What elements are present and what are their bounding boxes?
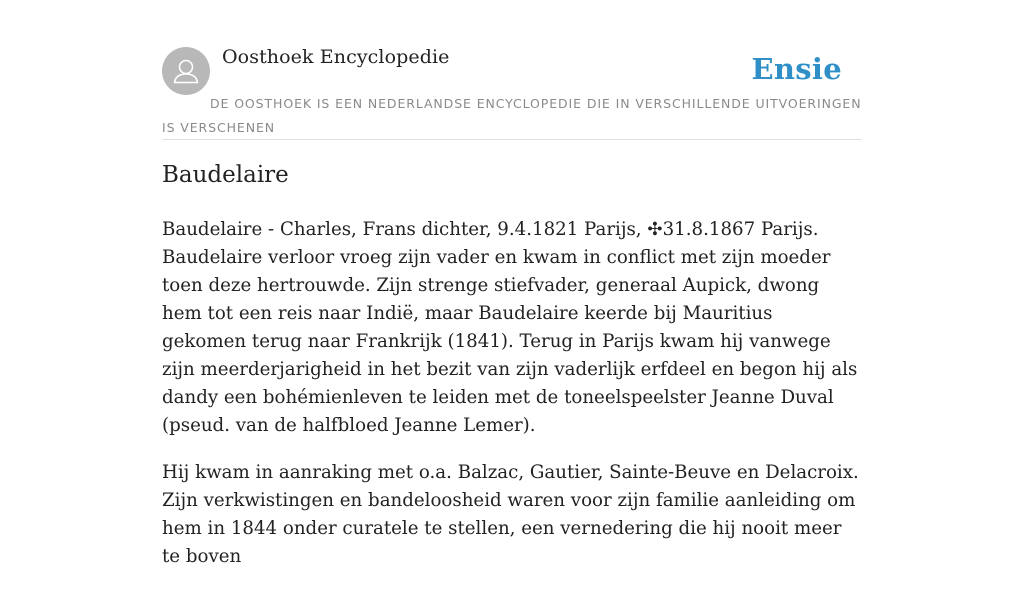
site-name[interactable]: Oosthoek Encyclopedie [222,46,450,68]
avatar[interactable] [162,47,210,95]
article-paragraph: Baudelaire - Charles, Frans dichter, 9.4.1821 Parijs, ✣31.8.1867 Parijs. Baudelaire verloor vroeg zijn vader en kwam in conflict met zijn moeder toen deze hertrouwde. Zijn strenge stiefvader, generaal Aupick, dwong hem tot een reis naar Indië, maar Baudelaire keerde bij Mauritius gekomen terug naar Frankrijk (1841). Terug in Parijs kwam hij vanwege zijn meerderjarigheid in het bezit van zijn vaderlijk erfdeel en begon hij als dandy een bohémienleven te leiden met de toneelspeelster Jeanne Duval (pseud. van de halfbloed Jeanne Lemer). [162,219,858,436]
content-container [162,0,862,567]
site-header [162,0,862,140]
article-title: Baudelaire [162,162,289,188]
article-paragraph: Hij kwam in aanraking met o.a. Balzac, Gautier, Sainte-Beuve en Delacroix. Zijn verkwistingen en bandeloosheid waren voor zijn familie aanleiding om hem in 1844 onder curatele te stellen, een vernedering die hij nooit meer te boven [162,462,859,567]
site-description: DE OOSTHOEK IS EEN NEDERLANDSE ENCYCLOPEDIE DIE IN VERSCHILLENDE UITVOERINGEN IS VERSCHENEN [162,96,862,135]
article-body [162,216,862,590]
user-silhouette-icon [162,47,210,95]
brand-logo-link[interactable]: Ensie [751,52,842,86]
